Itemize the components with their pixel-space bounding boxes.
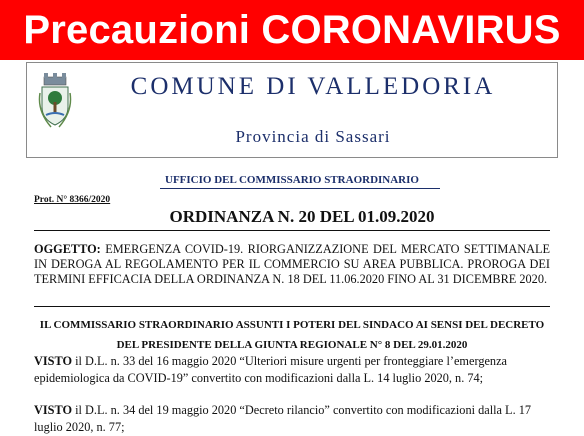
ordinance-title: ORDINANZA N. 20 DEL 01.09.2020 xyxy=(169,207,435,226)
visto-text: il D.L. n. 34 del 19 maggio 2020 “Decreto rilancio” convertito con modificazioni dalla L. 17 luglio 2020, n. 77; xyxy=(34,403,532,434)
office-heading-underline xyxy=(160,188,440,189)
banner-title: Precauzioni CORONAVIRUS xyxy=(0,0,584,60)
visto-label: VISTO xyxy=(34,403,73,417)
subject-text: EMERGENZA COVID-19. RIORGANIZZAZIONE DEL MERCATO SETTIMANALE IN DEROGA AL REGOLAMENTO PER IL COMMERCIO SU AREA PUBBLICA. PROROGA DEI TERMINI EFFICACIA DELLA ORDINANZA N. 18 DEL 11.06.2020 FINO AL 31 DICEMBRE 2020. xyxy=(34,242,550,286)
commissioner-heading: IL COMMISSARIO STRAORDINARIO ASSUNTI I POTERI DEL SINDACO AI SENSI DEL DECRETO DEL PRESIDENTE DELLA GIUNTA REGIONALE N° 8 DEL 29.01.2020 xyxy=(39,319,545,351)
visto-text: il D.L. n. 33 del 16 maggio 2020 “Ulteriori misure urgenti per fronteggiare l’emergenza epidemiologica da COVID-19” convertito con modificazioni dalla L. 14 luglio 2020, n. 74; xyxy=(34,354,507,385)
provincia-subtitle: Provincia di Sassari xyxy=(235,127,391,146)
subject-divider xyxy=(34,306,550,307)
office-heading: UFFICIO DEL COMMISSARIO STRAORDINARIO xyxy=(165,174,419,186)
visto-label: VISTO xyxy=(34,354,73,368)
visto-paragraph xyxy=(34,402,554,436)
ordinance-divider xyxy=(34,230,550,231)
comune-title: COMUNE DI VALLEDORIA xyxy=(130,73,496,100)
coat-of-arms-icon xyxy=(37,71,73,131)
protocol-number: Prot. N° 8366/2020 xyxy=(34,195,111,205)
visto-paragraph xyxy=(34,353,554,387)
municipality-header xyxy=(26,62,558,158)
subject-label: OGGETTO: xyxy=(34,242,101,256)
subject-paragraph xyxy=(34,242,550,287)
